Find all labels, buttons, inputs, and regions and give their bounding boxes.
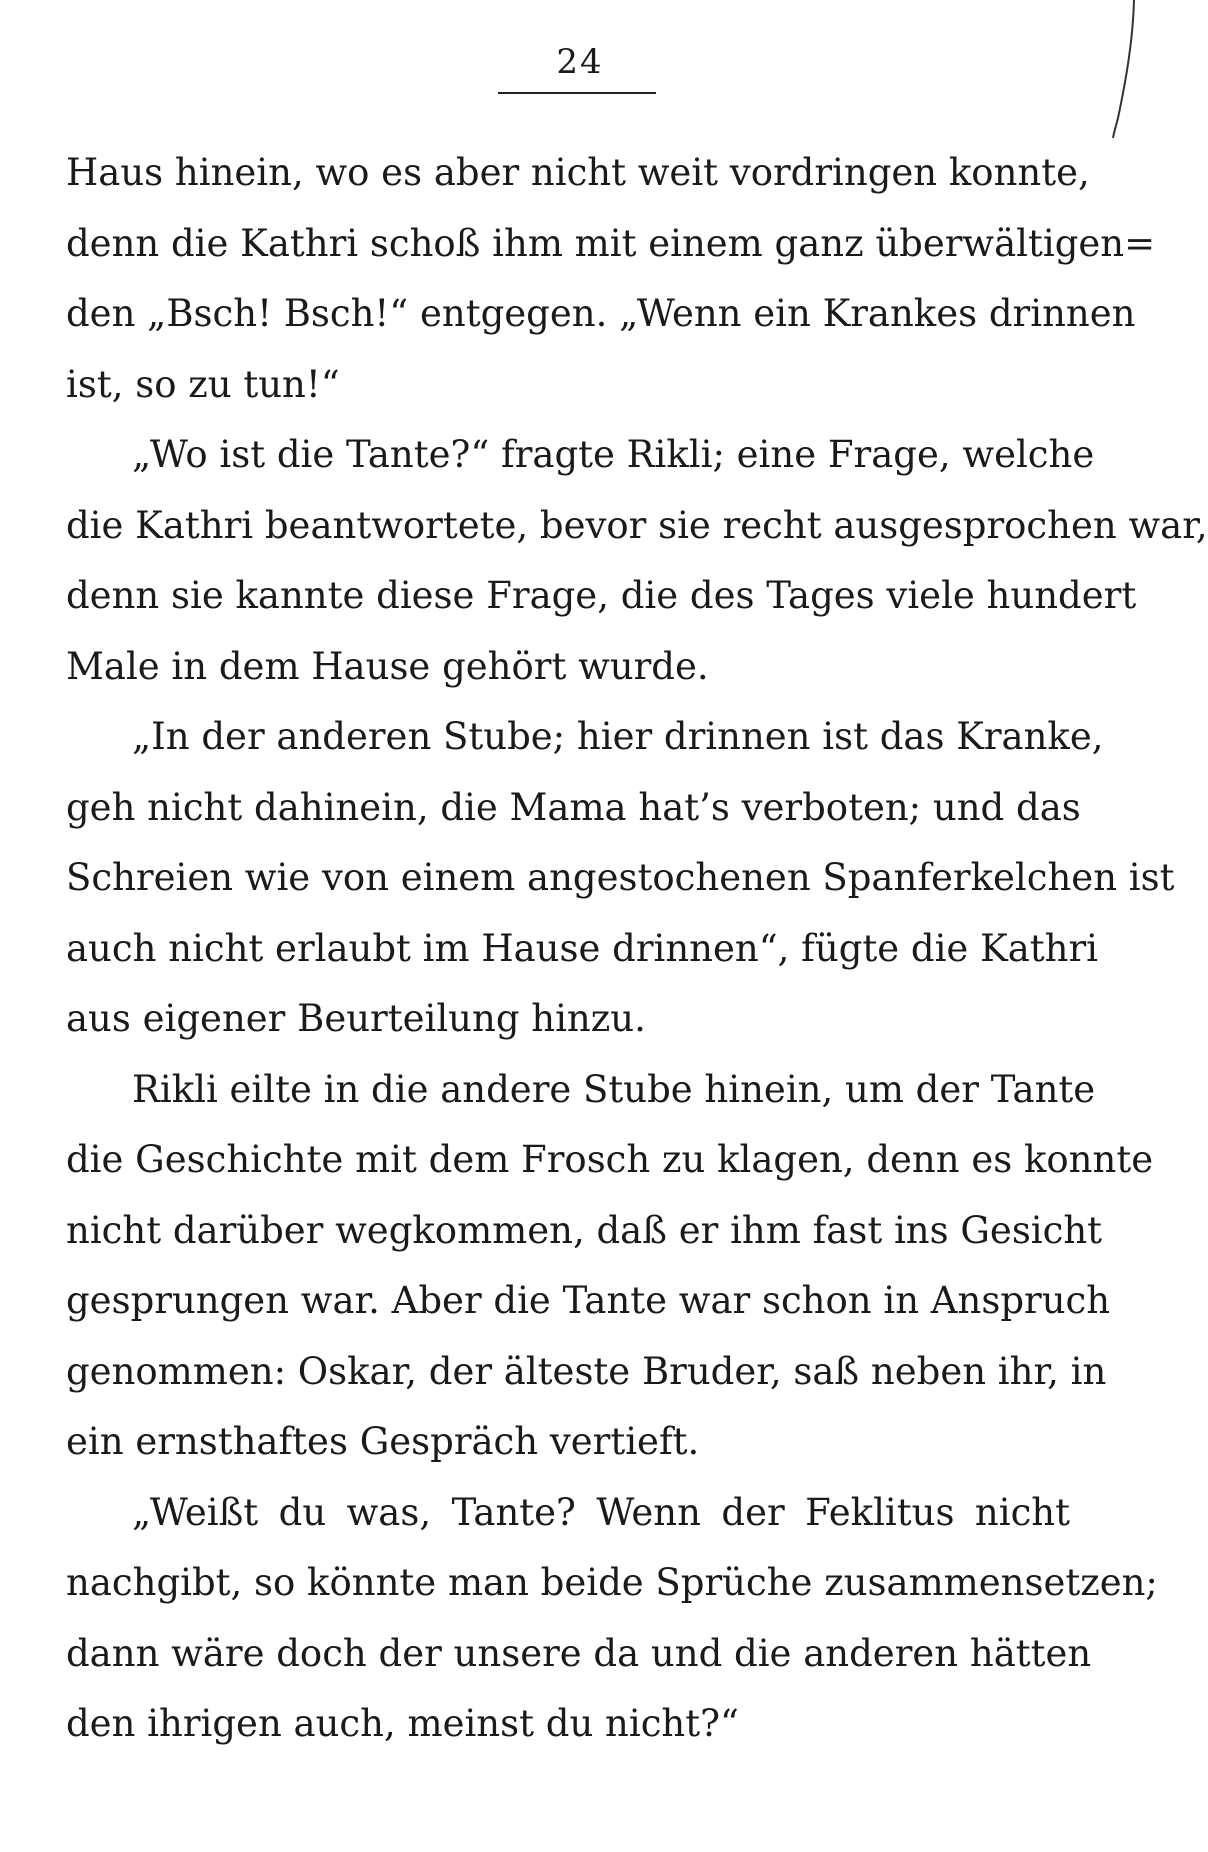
text-line: nicht darüber wegkommen, daß er ihm fast ins Gesicht [66, 1208, 1103, 1252]
text-line: Schreien wie von einem angestochenen Spanferkelchen ist [66, 856, 1175, 899]
header-rule [498, 92, 656, 94]
text-line: denn sie kannte diese Frage, die des Tages viele hundert [66, 574, 1137, 617]
text-line: ist, so zu tun!“ [66, 362, 340, 406]
text-line: Male in dem Hause gehört wurde. [66, 644, 709, 688]
text-line: den „Bsch! Bsch!“ entgegen. „Wenn ein Krankes drinnen [66, 292, 1136, 335]
text-line: „In der anderen Stube; hier drinnen ist das Kranke, [132, 715, 1104, 758]
text-line: Haus hinein, wo es aber nicht weit vordringen konnte, [66, 151, 1090, 194]
text-line: gesprungen war. Aber die Tante war schon in Anspruch [66, 1279, 1111, 1322]
text-line: nachgibt, so könnte man beide Sprüche zusammensetzen; [66, 1561, 1158, 1604]
text-line: die Geschichte mit dem Frosch zu klagen, denn es konnte [66, 1138, 1154, 1181]
text-line: aus eigener Beurteilung hinzu. [66, 997, 646, 1040]
text-line: auch nicht erlaubt im Hause drinnen“, fügte die Kathri [66, 926, 1099, 970]
text-line: genommen: Oskar, der älteste Bruder, saß neben ihr, in [66, 1349, 1107, 1393]
body-text [66, 138, 1208, 1760]
text-line: ein ernsthaftes Gespräch vertieft. [66, 1420, 700, 1463]
page-number: 24 [556, 42, 604, 82]
text-line: dann wäre doch der unsere da und die anderen hätten [66, 1631, 1092, 1675]
text-line: denn die Kathri schoß ihm mit einem ganz überwältigen= [66, 221, 1156, 265]
text-line: „Weißt du was, Tante? Wenn der Feklitus nicht [132, 1490, 1070, 1534]
text-line: den ihrigen auch, meinst du nicht?“ [66, 1702, 739, 1745]
text-line: geh nicht dahinein, die Mama hat’s verboten; und das [66, 785, 1081, 829]
text-line: die Kathri beantwortete, bevor sie recht ausgesprochen war, [66, 503, 1208, 547]
text-line: Rikli eilte in die andere Stube hinein, um der Tante [132, 1067, 1096, 1111]
text-line: „Wo ist die Tante?“ fragte Rikli; eine Frage, welche [132, 433, 1095, 476]
page-edge-mark [1100, 0, 1140, 160]
